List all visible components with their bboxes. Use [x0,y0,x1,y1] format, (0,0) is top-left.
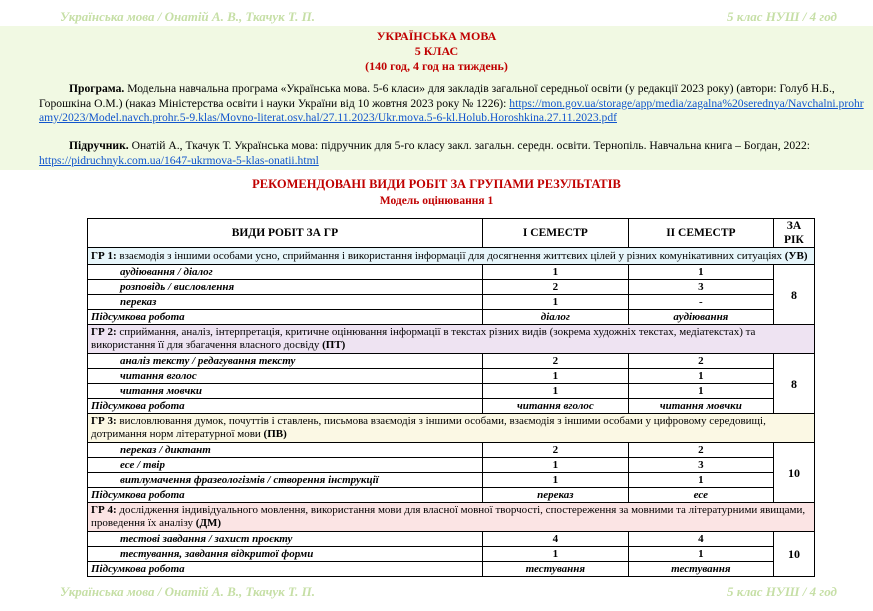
group-description [88,325,815,354]
recommendations-subtitle: Модель оцінювання 1 [379,195,494,207]
summary-label: Підсумкова робота [88,399,483,414]
summary-sem2: есе [628,488,773,503]
work-type: тестування, завдання відкритої форми [88,547,483,562]
footer-left: Українська мова / Онатій А. В., Ткачук Т. П. [60,584,315,599]
summary-sem2: тестування [628,562,773,577]
sem2-count: 1 [628,547,773,562]
group-desc: взаємодія з іншими особами усно, сприймання і використання інформації для досягнення життєвих цілей у різних комунікативних ситуаціях [119,249,782,262]
table-row [88,547,815,562]
col-header-sem1: І СЕМЕСТР [482,219,628,248]
table-row [88,265,815,280]
group-description [88,414,815,443]
sem1-count: 1 [482,265,628,280]
group-lead: ГР 4: [91,504,117,516]
group-row [88,248,815,265]
work-type: аудіювання / діалог [88,265,483,280]
table-row [88,473,815,488]
table-row [88,532,815,547]
summary-row [88,488,815,503]
summary-row [88,562,815,577]
sem2-count: 2 [628,443,773,458]
recommendations-heading [0,176,873,210]
year-total: 10 [773,443,814,503]
program-text: Модельна навчальна програма «Українська мова. 5-6 класи» для закладів загальної середньої освіти (у редакції 2023 року) (автори: Голуб Н.Б., Горошкіна О.М.) (наказ Міністерства освіти і науки України від 10 жовтня 2023 року № 1226): [39,82,835,110]
group-description [88,248,815,265]
page-footer [60,584,837,600]
sem2-count: 1 [628,384,773,399]
sem2-count: 1 [628,369,773,384]
table-header-row [88,219,815,248]
work-type: читання вголос [88,369,483,384]
textbook-lead: Підручник. [69,139,129,152]
summary-label: Підсумкова робота [88,488,483,503]
work-type: аналіз тексту / редагування тексту [88,354,483,369]
group-row [88,414,815,443]
year-total: 8 [773,354,814,414]
table-row [88,280,815,295]
summary-label: Підсумкова робота [88,310,483,325]
work-type: переказ / диктант [88,443,483,458]
title-grade: 5 КЛАС [414,44,459,58]
col-header-year: ЗА РІК [773,219,814,248]
group-row [88,503,815,532]
sem1-count: 1 [482,473,628,488]
sem2-count: 1 [628,265,773,280]
footer-right: 5 клас НУШ / 4 год [726,584,837,599]
program-paragraph [39,82,865,126]
table-row [88,458,815,473]
summary-sem1: переказ [482,488,628,503]
sem2-count: 3 [628,458,773,473]
textbook-paragraph [39,139,865,168]
group-lead: ГР 1: [91,249,117,262]
sem1-count: 2 [482,354,628,369]
summary-row [88,310,815,325]
sem1-count: 1 [482,458,628,473]
year-total: 8 [773,265,814,325]
assessment-table [87,218,815,577]
summary-label: Підсумкова робота [88,562,483,577]
document-title [0,29,873,74]
sem2-count: 2 [628,354,773,369]
summary-sem1: діалог [482,310,628,325]
sem2-count: 4 [628,532,773,547]
work-type: розповідь / висловлення [88,280,483,295]
sem1-count: 1 [482,369,628,384]
summary-row [88,399,815,414]
summary-sem2: читання мовчки [628,399,773,414]
sem2-count: - [628,295,773,310]
work-type: переказ [88,295,483,310]
table-row [88,384,815,399]
group-lead: ГР 2: [91,326,117,338]
header-left: Українська мова / Онатій А. В., Ткачук Т. П. [60,9,315,24]
group-desc: висловлювання думок, почуттів і ставлень, письмова взаємодія з іншими особами, взаємодія з іншими особами у цифровому середовищі, дотримання норм літературної мови [91,415,766,440]
group-desc: сприймання, аналіз, інтерпретація, критичне оцінювання інформації в текстах різних видів (зокрема художніх текстах, медіатекстах) та використання її для збагачення власного досвіду [91,326,756,351]
textbook-text: Онатій А., Ткачук Т. Українська мова: підручник для 5-го класу закл. загальн. середн. освіти. Тернопіль. Навчальна книга – Богдан, 2022: [131,139,810,152]
sem1-count: 1 [482,295,628,310]
summary-sem1: тестування [482,562,628,577]
sem2-count: 1 [628,473,773,488]
group-code: (ПТ) [322,339,346,351]
sem2-count: 3 [628,280,773,295]
program-lead: Програма. [69,82,125,95]
work-type: есе / твір [88,458,483,473]
year-total: 10 [773,532,814,577]
page-header [60,9,837,25]
title-subject: УКРАЇНСЬКА МОВА [376,29,497,43]
work-type: тестові завдання / захист проєкту [88,532,483,547]
group-description [88,503,815,532]
title-hours: (140 год, 4 год на тиждень) [365,59,508,73]
table-row [88,354,815,369]
group-lead: ГР 3: [91,415,117,427]
group-code: (ПВ) [263,428,287,440]
recommendations-title: РЕКОМЕНДОВАНІ ВИДИ РОБІТ ЗА ГРУПАМИ РЕЗУЛЬТАТІВ [252,177,621,191]
sem1-count: 1 [482,384,628,399]
table-row [88,369,815,384]
table-row [88,443,815,458]
sem1-count: 2 [482,280,628,295]
group-desc: дослідження індивідуального мовлення, використання мови для власної мовної творчості, спостереження за мовними та літературними явищами, проведення їх аналізу [91,504,806,529]
sem1-count: 1 [482,547,628,562]
program-link[interactable]: https://mon.gov.ua/storage/app/media/zagalna%20serednya/Navchalni.prohramy/2023/Model.navch.prohr.5-9.klas/Movno-literat.osv.hal/27.11.2023/Ukr.mova.5-6-kl.Holub.Horoshkina.27.11.2023.pdf [39,96,864,124]
group-code: (УВ) [784,249,808,262]
group-row [88,325,815,354]
col-header-types: ВИДИ РОБІТ ЗА ГР [88,219,483,248]
table-row [88,295,815,310]
work-type: читання мовчки [88,384,483,399]
group-code: (ДМ) [195,517,222,529]
work-type: витлумачення фразеологізмів / створення інструкції [88,473,483,488]
summary-sem2: аудіювання [628,310,773,325]
textbook-link[interactable]: https://pidruchnyk.com.ua/1647-ukrmova-5-klas-onatii.html [39,153,319,167]
col-header-sem2: ІІ СЕМЕСТР [628,219,773,248]
sem1-count: 2 [482,443,628,458]
header-right: 5 клас НУШ / 4 год [726,9,837,24]
sem1-count: 4 [482,532,628,547]
summary-sem1: читання вголос [482,399,628,414]
